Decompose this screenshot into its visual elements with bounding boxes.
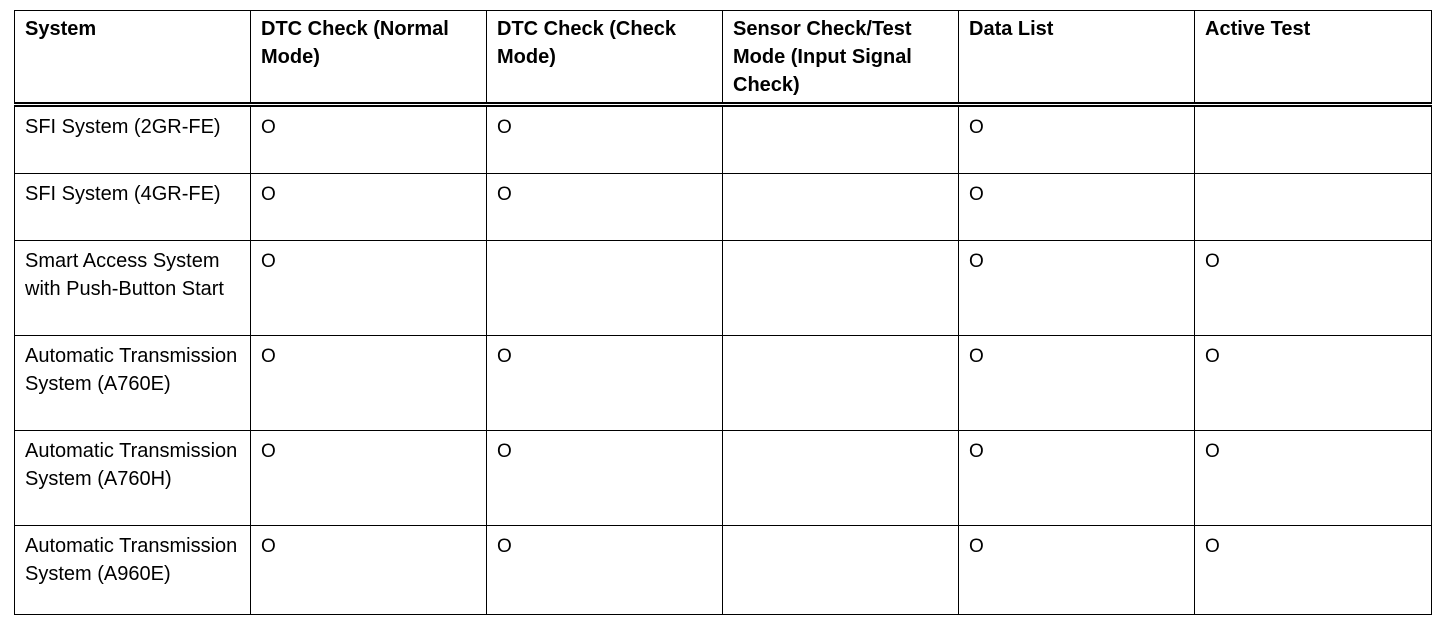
active-test-cell [1195,174,1432,241]
system-name: Automatic Transmission System (A760E) [15,336,251,431]
sensor-check-cell [723,105,959,174]
dtc-check-cell [487,336,723,431]
dtc-normal-cell [251,174,487,241]
data-list-cell [959,336,1195,431]
data-list-cell [959,105,1195,174]
supported-mark: O [1205,536,1220,557]
dtc-normal-cell [251,526,487,615]
dtc-check-cell [487,526,723,615]
supported-mark: O [1205,346,1220,367]
supported-mark: O [969,536,984,557]
dtc-check-cell [487,241,723,336]
header-system: System [15,11,251,105]
data-list-cell [959,174,1195,241]
supported-mark: O [497,536,512,557]
function-support-table [14,10,1432,615]
active-test-cell [1195,431,1432,526]
table-row [15,526,1432,615]
supported-mark: O [969,441,984,462]
dtc-check-cell [487,105,723,174]
active-test-cell [1195,105,1432,174]
system-name: Automatic Transmission System (A960E) [15,526,251,615]
active-test-cell [1195,336,1432,431]
header-sensor-check: Sensor Check/Test Mode (Input Signal Check) [723,11,959,105]
data-list-cell [959,526,1195,615]
active-test-cell [1195,241,1432,336]
table-row [15,105,1432,174]
supported-mark: O [261,251,276,272]
supported-mark: O [497,441,512,462]
table-row [15,174,1432,241]
data-list-cell [959,241,1195,336]
supported-mark: O [261,117,276,138]
supported-mark: O [1205,441,1220,462]
sensor-check-cell [723,336,959,431]
dtc-normal-cell [251,105,487,174]
dtc-normal-cell [251,336,487,431]
supported-mark: O [261,441,276,462]
sensor-check-cell [723,241,959,336]
supported-mark: O [969,251,984,272]
sensor-check-cell [723,526,959,615]
supported-mark: O [497,117,512,138]
data-list-cell [959,431,1195,526]
system-name: Smart Access System with Push-Button Start [15,241,251,336]
header-dtc-check: DTC Check (Check Mode) [487,11,723,105]
supported-mark: O [261,536,276,557]
header-dtc-normal: DTC Check (Normal Mode) [251,11,487,105]
header-row [15,11,1432,105]
dtc-check-cell [487,174,723,241]
table-row [15,241,1432,336]
sensor-check-cell [723,174,959,241]
dtc-check-cell [487,431,723,526]
supported-mark: O [969,184,984,205]
supported-mark: O [969,117,984,138]
header-data-list: Data List [959,11,1195,105]
supported-mark: O [261,184,276,205]
supported-mark: O [1205,251,1220,272]
table-row [15,336,1432,431]
table-row [15,431,1432,526]
sensor-check-cell [723,431,959,526]
dtc-normal-cell [251,431,487,526]
header-active-test: Active Test [1195,11,1432,105]
system-name: SFI System (4GR-FE) [15,174,251,241]
active-test-cell [1195,526,1432,615]
supported-mark: O [261,346,276,367]
supported-mark: O [497,346,512,367]
system-name: SFI System (2GR-FE) [15,105,251,174]
supported-mark: O [497,184,512,205]
supported-mark: O [969,346,984,367]
dtc-normal-cell [251,241,487,336]
system-name: Automatic Transmission System (A760H) [15,431,251,526]
